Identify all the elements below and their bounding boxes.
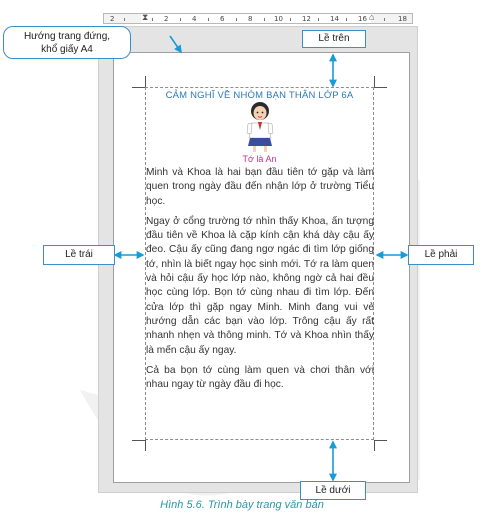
left-indent-marker-icon[interactable]: ⧗ [142,12,149,22]
paragraph: Cả ba bọn tớ cùng làm quen và chơi thân với nhau ngay từ ngày đầu đi học. [146,364,374,391]
right-indent-marker-icon[interactable]: ⌂ [369,12,375,22]
ruler-tick: 16 [358,15,367,23]
paragraph: Minh và Khoa là hai bạn đầu tiên tớ gặp và làm quen trong ngày đầu đến nhận lớp ở trường Tiểu học. [146,167,374,207]
ruler-tick: 2 [164,15,169,23]
right-margin-callout: Lề phải [408,245,474,265]
bottom-margin-callout: Lề dưới [300,481,366,500]
ruler-tick: 10 [274,15,283,23]
ruler-tick: 8 [248,15,253,23]
figure-caption: Hình 5.6. Trình bày trang văn bản [160,499,324,511]
ruler-tick: 4 [192,15,197,23]
ruler-tick: 6 [220,15,225,23]
document-title: CẢM NGHĨ VỀ NHÓM BẠN THÂN LỚP 6A [165,90,354,101]
ruler-tick: 14 [330,15,339,23]
left-margin-callout: Lề trái [43,245,115,265]
paragraph: Ngay ở cổng trường tớ nhìn thấy Khoa, ấn tượng đầu tiên về Khoa là cặp kính cận khá dày cậu ấy đeo. Cậu ấy cũng đang ngơ ngác đi tìm lớp giống tớ, nhìn là biết ngay học sinh mới. Tớ ra làm quen và hỏi cậu ấy học lớp nào, không ngờ cả hai đều học cùng lớp. Bọn tớ cùng nhau đi tìm lớp. Đến cửa lớp thì gặp ngay Minh. Minh đang vui vẻ hướng dẫn các bạn vào lớp. Trông cậu ấy rất nhanh nhẹn và thông minh. Tớ và Khoa nhìn thấy là mến cậu ấy ngay. [146,215,374,356]
orientation-arrow [170,36,181,52]
ruler-tick: 2 [110,15,115,23]
orientation-callout: Hướng trang đứng, khổ giấy A4 [3,26,131,59]
ruler-tick: 12 [302,15,311,23]
image-caption: Tớ là An [242,154,277,164]
ruler-tick: 18 [398,15,407,23]
top-margin-callout: Lề trên [302,30,366,48]
